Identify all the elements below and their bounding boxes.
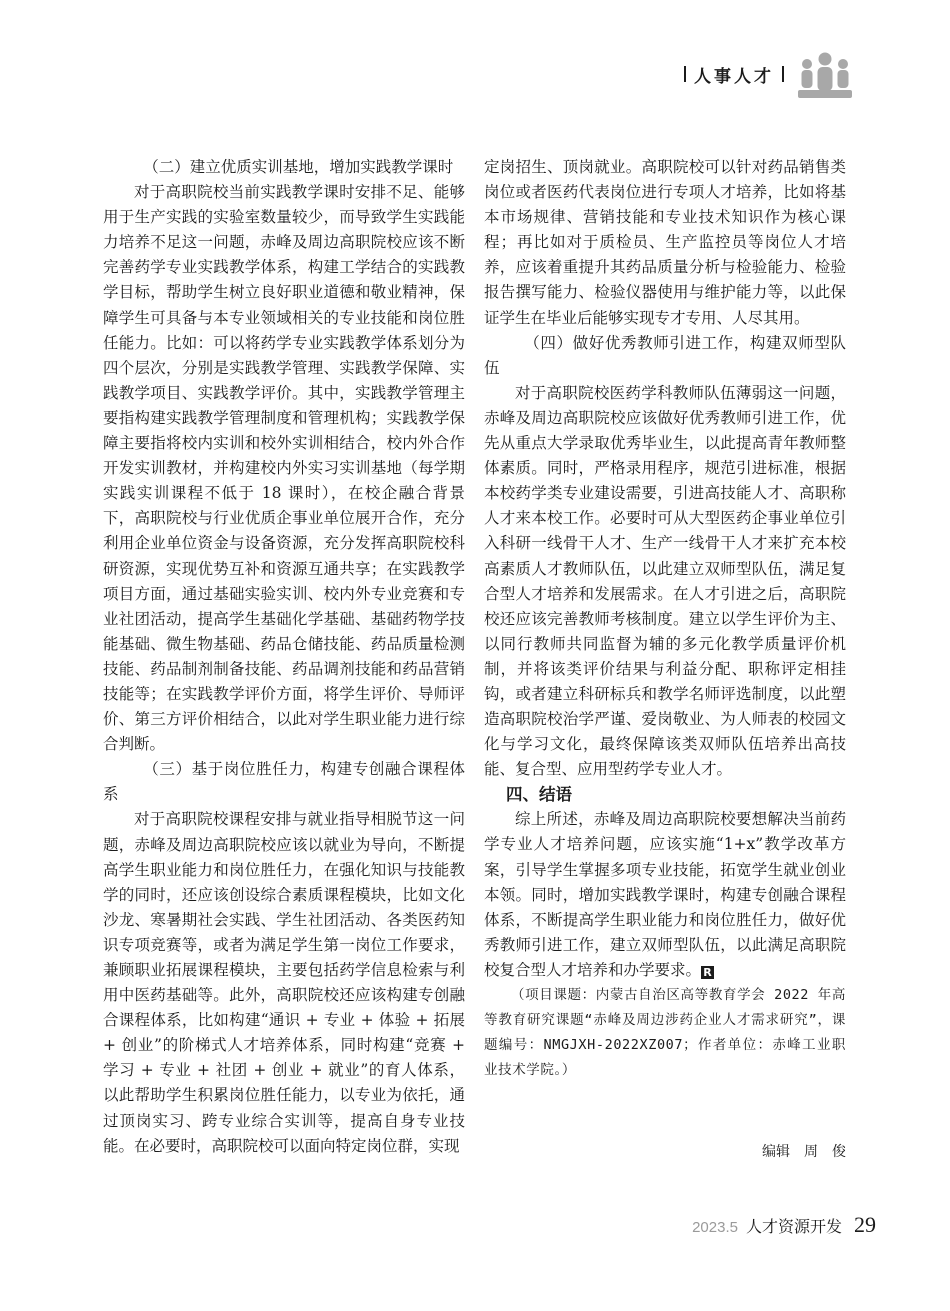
paragraph: 对于高职院校当前实践教学课时安排不足、能够用于生产实践的实验室数量较少，而导致学生实践能力培养不足这一问题，赤峰及周边高职院校应该不断完善药学专业实践教学体系，构建工学结合的实践教学目标，帮助学生树立良好职业道德和敬业精神，保障学生可具备与本专业领域相关的专业技能和岗位胜任能力。比如：可以将药学专业实践教学体系划分为四个层次，分别是实践教学管理、实践教学保障、实践教学项目、实践教学评价。其中，实践教学管理主要指构建实践教学管理制度和管理机构；实践教学保障主要指将校内实训和校外实训相结合，校内外合作开发实训教材，并构建校内外实习实训基地（每学期实践实训课程不低于 18 课时），在校企融合背景下，高职院校与行业优质企事业单位展开合作，充分利用企业单位资金与设备资源，充分发挥高职院校科研资源，实现优势互补和资源互通共享；在实践教学项目方面，通过基础实验实训、校内外专业竞赛和专业社团活动，提高学生基础化学基础、基础药物学技能基础、微生物基础、药品仓储技能、药品质量检测技能、药品制剂制备技能、药品调剂技能和药品营销技能等；在实践教学评价方面，将学生评价、导师评价、第三方评价相结合，以此对学生职业能力进行综合判断。 (103, 183, 465, 754)
conclusion-text: 综上所述，赤峰及周边高职院校要想解决当前药学专业人才培养问题，应该实施“1+x”教学改革方案，引导学生掌握多项专业技能，拓宽学生就业创业本领。同时，增加实践教学课时，构建专创融合课程体系，不断提高学生职业能力和岗位胜任力，做好优秀教师引进工作，建立双师型队伍，以此满足高职院校复合型人才培养和办学要求。 (484, 810, 846, 979)
editor-credit: 编辑 周 俊 (762, 1144, 846, 1160)
journal-name: 人才资源开发 (745, 1217, 842, 1236)
issue-date: 2023.5 (692, 1219, 738, 1236)
subsection-heading-4: （四）做好优秀教师引进工作，构建双师型队伍 (484, 333, 846, 377)
section-title-conclusion: 四、结语 (506, 785, 572, 805)
section-label: 人事人才 (694, 66, 774, 87)
paragraph: 定岗招生、顶岗就业。高职院校可以针对药品销售类岗位或者医药代表岗位进行专项人才培养，比如将基本市场规律、营销技能和专业技术知识作为核心课程；再比如对于质检员、生产监控员等岗位人才培养，应该着重提升其药品质量分析与检验能力、检验报告撰写能力、检验仪器使用与维护能力等，以此保证学生在毕业后能够实现专才专用、人尽其用。 (484, 158, 846, 327)
paragraph: 对于高职院校课程安排与就业指导相脱节这一问题，赤峰及周边高职院校应该以就业为导向，不断提高学生职业能力和岗位胜任力，在强化知识与技能教学的同时，还应该创设综合素质课程模块，比如文化沙龙、寒暑期社会实践、学生社团活动、各类医药知识专项竞赛等，或者为满足学生第一岗位工作要求，兼顾职业拓展课程模块，主要包括药学信息检索与利用中医药基础等。此外，高职院校还应该构建专创融合课程体系，比如构建“通识 + 专业 + 体验 + 拓展 + 创业”的阶梯式人才培养体系，同时构建“竞赛 + 学习 + 专业 + 社团 + 创业 + 就业”的育人体系，以此帮助学生积累岗位胜任能力，以专业为依托，通过顶岗实习、跨专业综合实训等，提高自身专业技能。在必要时，高职院校可以面向特定岗位群，实现 (103, 810, 465, 1155)
left-column (103, 155, 465, 1159)
paragraph: 对于高职院校医药学科教师队伍薄弱这一问题，赤峰及周边高职院校应该做好优秀教师引进工作，优先从重点大学录取优秀毕业生，以此提高青年教师整体素质。同时，严格录用程序，规范引进标准，根据本校药学类专业建设需要，引进高技能人才、高职称人才来本校工作。必要时可从大型医药企事业单位引入科研一线骨干人才、生产一线骨干人才来扩充本校高素质人才教师队伍，以此建立双师型队伍，满足复合型人才培养和发展需求。在人才引进之后，高职院校还应该完善教师考核制度。建立以学生评价为主、以同行教师共同监督为辅的多元化教学质量评价机制，并将该类评价结果与利益分配、职称评定相挂钩，或者建立科研标兵和教学名师评选制度，以此塑造高职院校治学严谨、爱岗敬业、为人师表的校园文化与学习文化，最终保障该类双师队伍培养出高技能、复合型、应用型药学专业人才。 (484, 383, 846, 779)
page-footer (692, 1212, 876, 1238)
header-divider-right (782, 66, 784, 82)
people-group-icon (798, 50, 852, 98)
header-divider-left (684, 66, 686, 82)
subsection-heading-2: （二）建立优质实训基地，增加实践教学课时 (143, 158, 454, 176)
project-note: （项目课题：内蒙古自治区高等教育学会 2022 年高等教育研究课题“赤峰及周边涉药企业人才需求研究”，课题编号：NMGJXH-2022XZ007；作者单位：赤峰工业职业技术学院。） (484, 987, 846, 1078)
paragraph-conclusion (484, 807, 846, 983)
page-number: 29 (854, 1212, 876, 1237)
end-mark-icon: R (701, 966, 714, 979)
subsection-heading-3: （三）基于岗位胜任力，构建专创融合课程体系 (103, 760, 465, 804)
right-column (484, 155, 846, 1083)
